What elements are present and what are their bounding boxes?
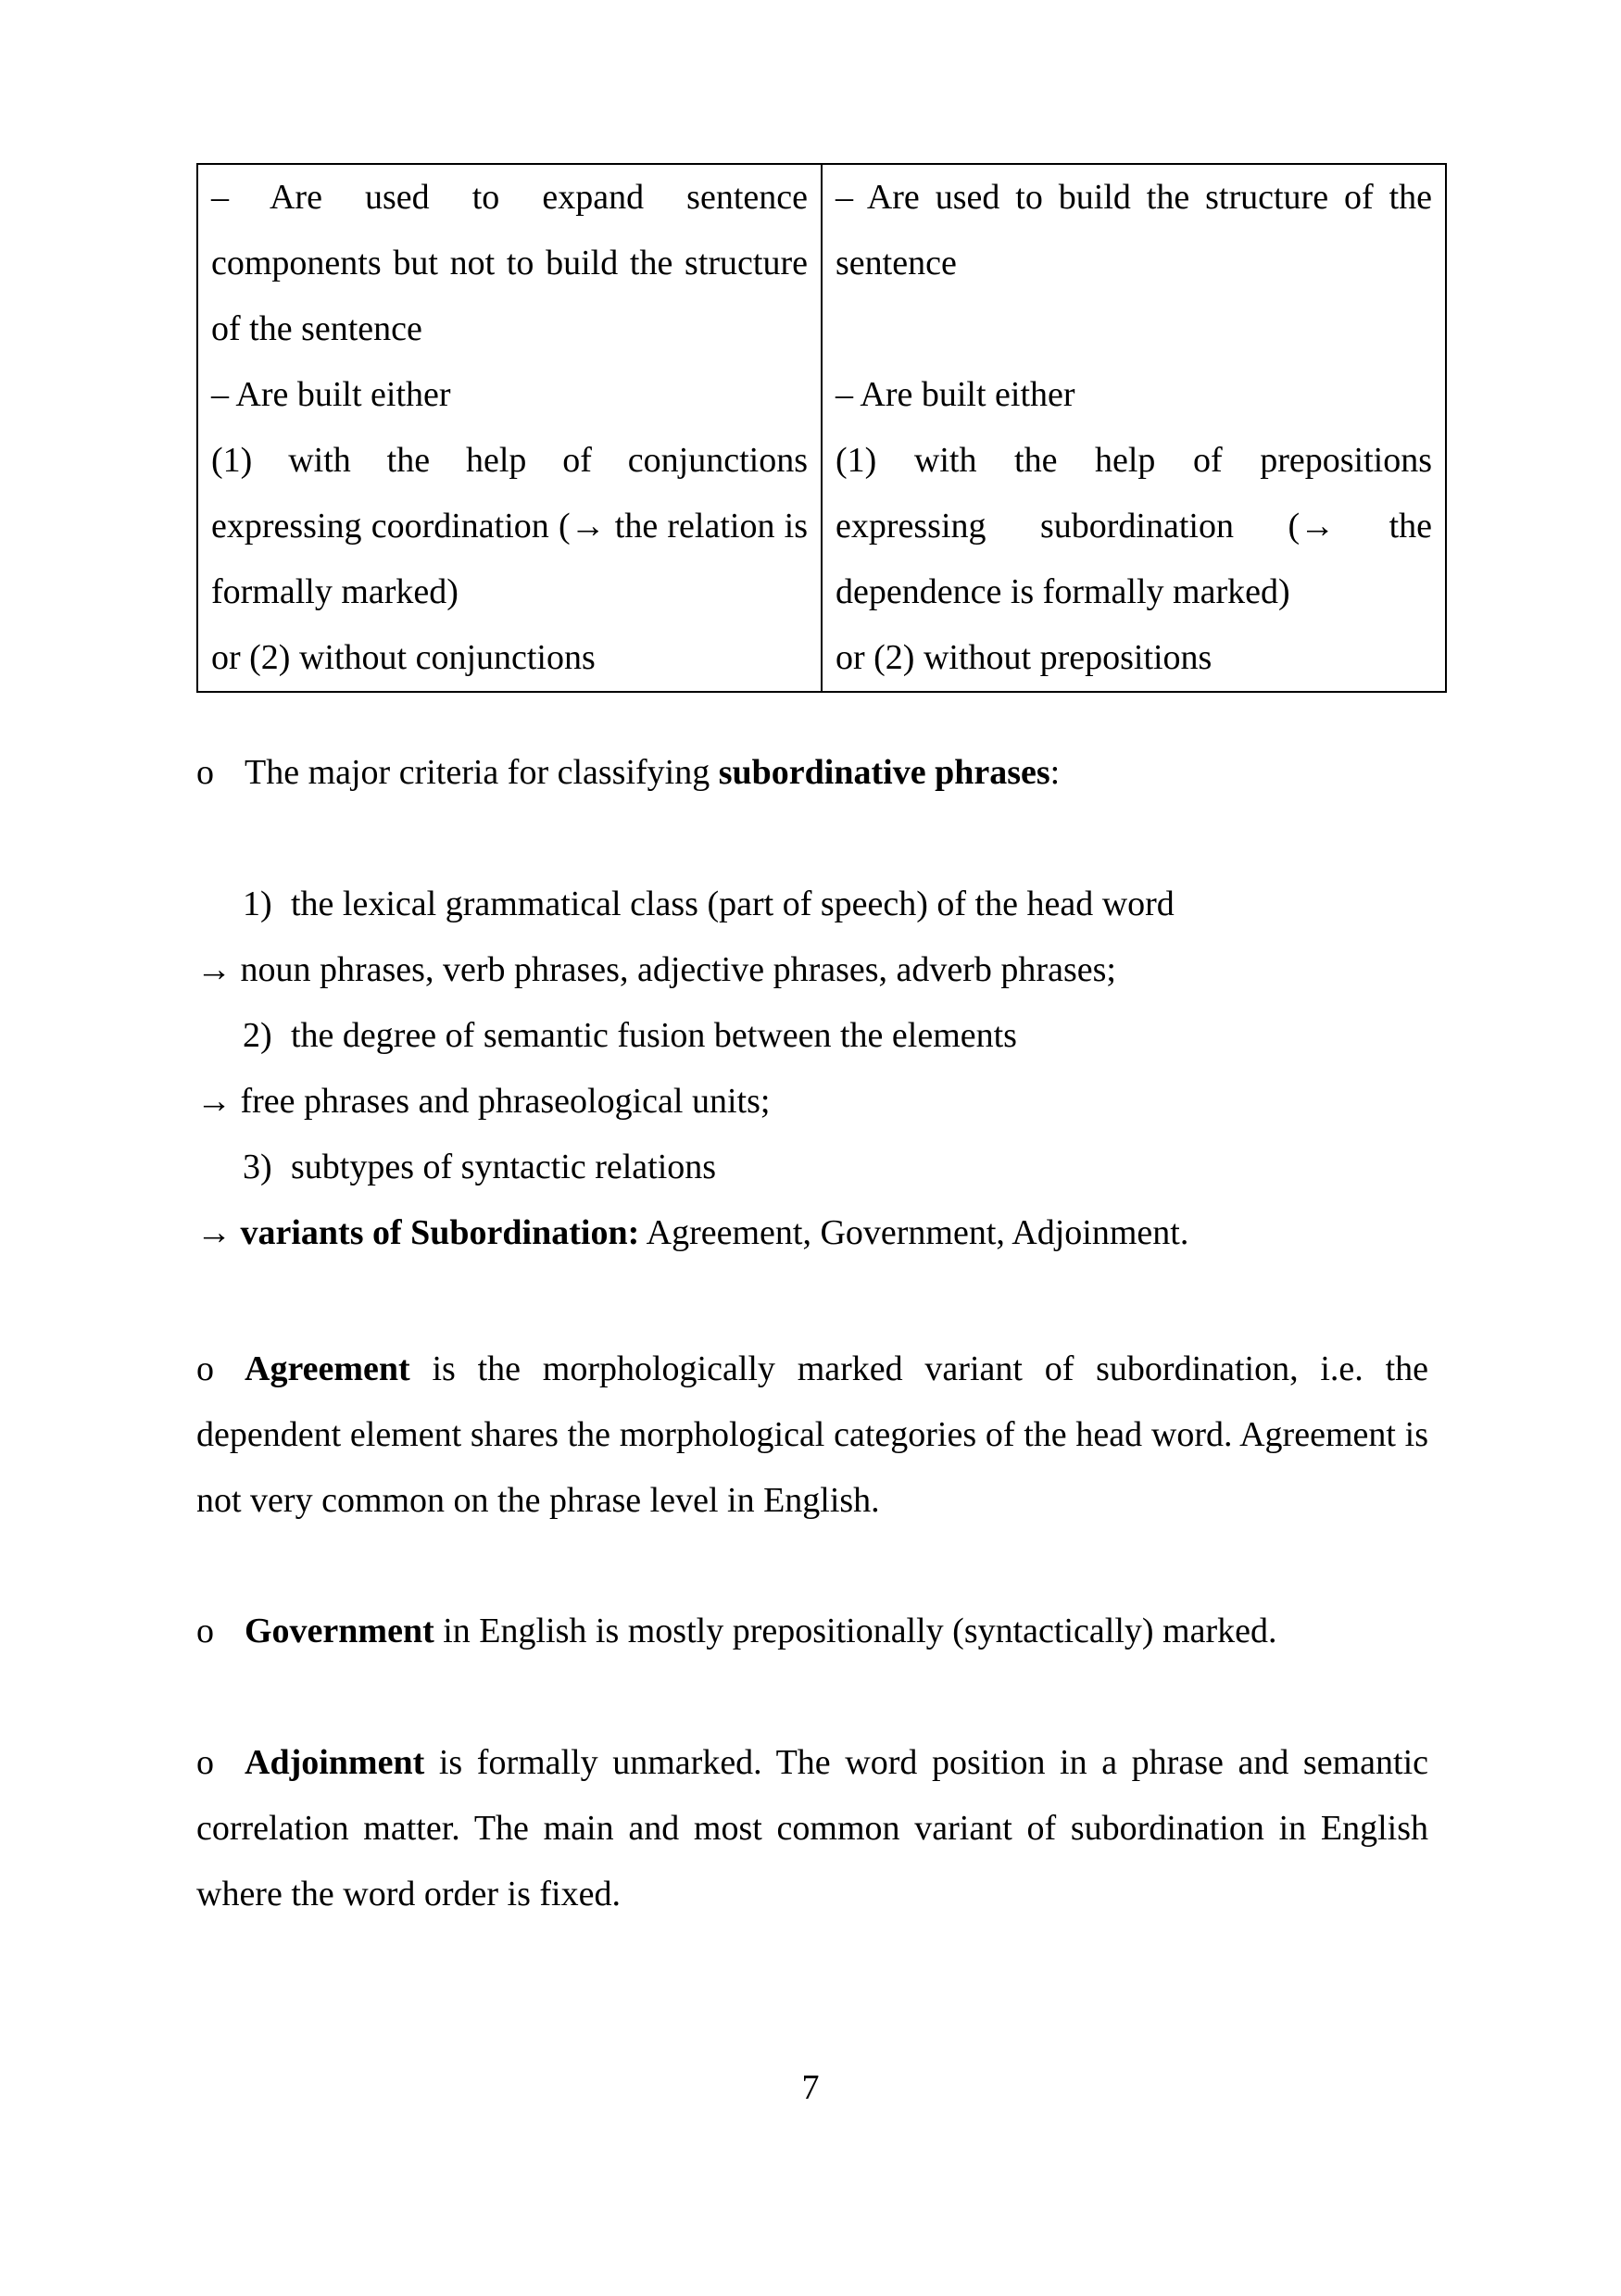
- arrow-icon: →: [196, 1082, 232, 1121]
- cell-paragraph: or (2) without prepositions: [836, 638, 1213, 677]
- bullet-icon: o: [196, 1612, 214, 1650]
- table-cell-coordinative: [197, 164, 822, 692]
- intro-colon: :: [1049, 753, 1061, 792]
- item-text: subtypes of syntactic relations: [291, 1148, 717, 1186]
- comparison-table: [196, 163, 1447, 693]
- term-agreement: Agreement: [245, 1349, 410, 1388]
- cell-paragraph: (1) with the help of prepositions expressing subordination (→ the dependence is formally marked): [836, 441, 1432, 611]
- item-number: 2): [243, 1016, 272, 1055]
- bullet-paragraph: [196, 740, 1428, 806]
- cell-spacer: [836, 296, 1432, 362]
- item-number: 1): [243, 885, 272, 923]
- intro-text: The major criteria for classifying: [245, 753, 719, 792]
- arrow-icon: →: [196, 950, 232, 989]
- item-text: the lexical grammatical class (part of speech) of the head word: [291, 885, 1175, 923]
- bullet-icon: o: [196, 1349, 214, 1388]
- result-text: free phrases and phraseological units;: [240, 1082, 771, 1121]
- criterion-item: [196, 1135, 1428, 1200]
- cell-paragraph: – Are used to build the structure of the sentence: [836, 178, 1432, 282]
- agreement-paragraph: [196, 1336, 1428, 1534]
- government-text: in English is mostly prepositionally (syntactically) marked.: [434, 1612, 1277, 1650]
- cell-paragraph: – Are built either: [836, 375, 1075, 414]
- adjoinment-paragraph: [196, 1730, 1428, 1927]
- item-text: the degree of semantic fusion between the elements: [291, 1016, 1017, 1055]
- adjoinment-text: is formally unmarked. The word position in a phrase and semantic correlation matter. The main and most common variant of subordination in English where the word order is fixed.: [196, 1743, 1428, 1913]
- cell-paragraph: or (2) without conjunctions: [211, 638, 596, 677]
- table-cell-subordinative: [822, 164, 1446, 692]
- bullet-icon: o: [196, 1743, 214, 1782]
- cell-paragraph: – Are built either: [211, 375, 451, 414]
- criteria-list: [196, 872, 1428, 1266]
- government-paragraph: [196, 1599, 1428, 1664]
- table-row: [197, 164, 1446, 692]
- term-adjoinment: Adjoinment: [245, 1743, 425, 1782]
- item-number: 3): [243, 1148, 272, 1186]
- bullet-icon: o: [196, 753, 214, 792]
- result-text: noun phrases, verb phrases, adjective phrases, adverb phrases;: [240, 950, 1116, 989]
- page-number: 7: [801, 2068, 820, 2107]
- criterion-item: [196, 872, 1428, 937]
- criterion-result: [196, 937, 1428, 1003]
- result-bold: variants of Subordination:: [240, 1213, 640, 1252]
- criterion-item: [196, 1003, 1428, 1069]
- agreement-text: is the morphologically marked variant of subordination, i.e. the dependent element shares the morphological categories of the head word. Agreement is not very common on the phrase level in English.: [196, 1349, 1428, 1520]
- term-government: Government: [245, 1612, 434, 1650]
- cell-paragraph: – Are used to expand sentence components but not to build the structure of the sentence: [211, 178, 808, 348]
- criteria-intro: [196, 740, 1428, 806]
- bullet-paragraph: [196, 1730, 1428, 1927]
- cell-paragraph: (1) with the help of conjunctions expressing coordination (→ the relation is formally marked): [211, 441, 808, 611]
- criterion-result: [196, 1069, 1428, 1135]
- bullet-paragraph: [196, 1336, 1428, 1534]
- arrow-icon: →: [196, 1213, 232, 1252]
- criterion-result: [196, 1200, 1428, 1266]
- intro-bold: subordinative phrases: [718, 753, 1050, 792]
- bullet-paragraph: [196, 1599, 1428, 1664]
- result-text: Agreement, Government, Adjoinment.: [639, 1213, 1189, 1252]
